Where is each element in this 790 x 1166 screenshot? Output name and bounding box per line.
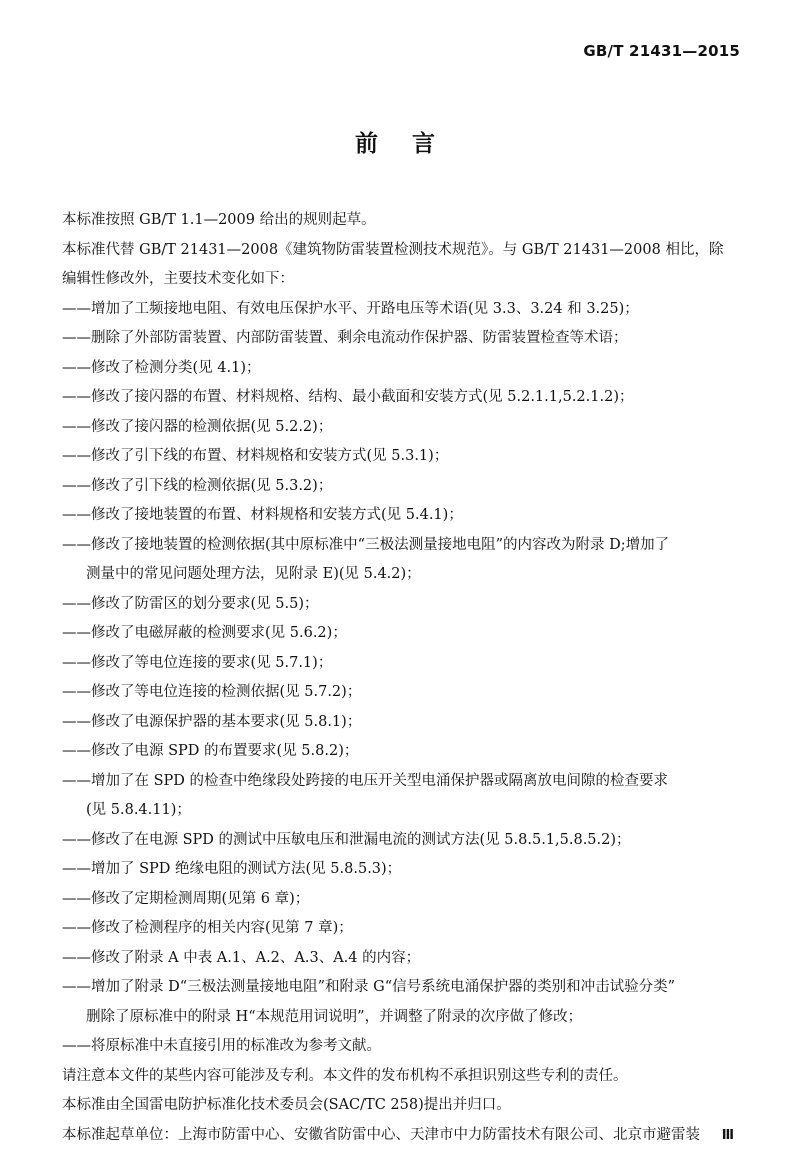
paragraph-line: 请注意本文件的某些内容可能涉及专利。本文件的发布机构不承担识别这些专利的责任。 — [62, 1067, 628, 1084]
change-list-item: ——修改了电源 SPD 的布置要求(见 5.8.2)； — [62, 743, 359, 759]
page-number: Ⅲ — [721, 1128, 734, 1143]
change-list-item: ——修改了定期检测周期(见第 6 章)； — [62, 890, 310, 907]
change-list-item: ——修改了引下线的检测依据(见 5.3.2)； — [62, 477, 333, 494]
document-body — [62, 206, 748, 1150]
change-list-item: ——删除了外部防雷装置、内部防雷装置、剩余电流动作保护器、防雷装置检查等术语； — [62, 330, 628, 346]
change-list-item: ——修改了接地装置的布置、材料规格和安装方式(见 5.4.1)； — [62, 507, 463, 523]
change-list-item: ——修改了附录 A 中表 A.1、A.2、A.3、A.4 的内容； — [62, 949, 421, 966]
change-list-item: ——修改了检测程序的相关内容(见第 7 章)； — [62, 920, 353, 936]
change-list-item: ——将原标准中未直接引用的标准改为参考文献。 — [62, 1038, 381, 1054]
paragraph-line: 本标准按照 GB/T 1.1—2009 给出的规则起草。 — [62, 212, 376, 228]
change-list-item: ——增加了 SPD 绝缘电阻的测试方法(见 5.8.5.3)； — [62, 861, 402, 877]
change-list-item: ——修改了引下线的布置、材料规格和安装方式(见 5.3.1)； — [62, 448, 449, 464]
paragraph-line: 本标准由全国雷电防护标准化技术委员会(SAC/TC 258)提出并归口。 — [62, 1097, 511, 1113]
change-list-item: ——增加了附录 D“三极法测量接地电阻”和附录 G“信号系统电涌保护器的类别和冲击试验分类” — [62, 979, 676, 995]
change-list-item: ——修改了防雷区的划分要求(见 5.5)； — [62, 595, 319, 612]
change-list-item: ——修改了等电位连接的要求(见 5.7.1)； — [62, 654, 333, 671]
paragraph-line: 编辑性修改外，主要技术变化如下： — [62, 271, 294, 287]
change-list-item: ——修改了检测分类(见 4.1)； — [62, 359, 261, 376]
change-list-item: ——修改了接地装置的检测依据(其中原标准中“三极法测量接地电阻”的内容改为附录 D;增加了 — [62, 536, 670, 553]
change-list-item: ——增加了工频接地电阻、有效电压保护水平、开路电压等术语(见 3.3、3.24 和 3.25)； — [62, 300, 639, 317]
standard-code-header: GB/T 21431—2015 — [583, 42, 740, 60]
page-title: 前言 — [355, 131, 469, 157]
list-item-continuation: (见 5.8.4.11)； — [86, 802, 191, 818]
change-list-item: ——修改了电磁屏蔽的检测要求(见 5.6.2)； — [62, 625, 347, 641]
change-list-item: ——增加了在 SPD 的检查中绝缘段处跨接的电压开关型电涌保护器或隔离放电间隙的检查要求 — [62, 772, 669, 789]
change-list-item: ——修改了接闪器的检测依据(见 5.2.2)； — [62, 418, 333, 435]
change-list-item: ——修改了接闪器的布置、材料规格、结构、最小截面和安装方式(见 5.2.1.1,5.2.1.2)； — [62, 389, 634, 405]
paragraph-line: 本标准代替 GB/T 21431—2008《建筑物防雷装置检测技术规范》。与 GB/T 21431—2008 相比，除 — [62, 241, 724, 258]
change-list-item: ——修改了电源保护器的基本要求(见 5.8.1)； — [62, 713, 362, 730]
change-list-item: ——修改了在电源 SPD 的测试中压敏电压和泄漏电流的测试方法(见 5.8.5.1,5.8.5.2)； — [62, 831, 631, 848]
paragraph-line: 本标准起草单位：上海市防雷中心、安徽省防雷中心、天津市中力防雷技术有限公司、北京市避雷装 — [62, 1126, 700, 1143]
list-item-continuation: 删除了原标准中的附录 H“本规范用词说明”，并调整了附录的次序做了修改； — [86, 1008, 583, 1025]
list-item-continuation: 测量中的常见问题处理方法，见附录 E)(见 5.4.2)； — [86, 566, 421, 582]
change-list-item: ——修改了等电位连接的检测依据(见 5.7.2)； — [62, 684, 362, 700]
